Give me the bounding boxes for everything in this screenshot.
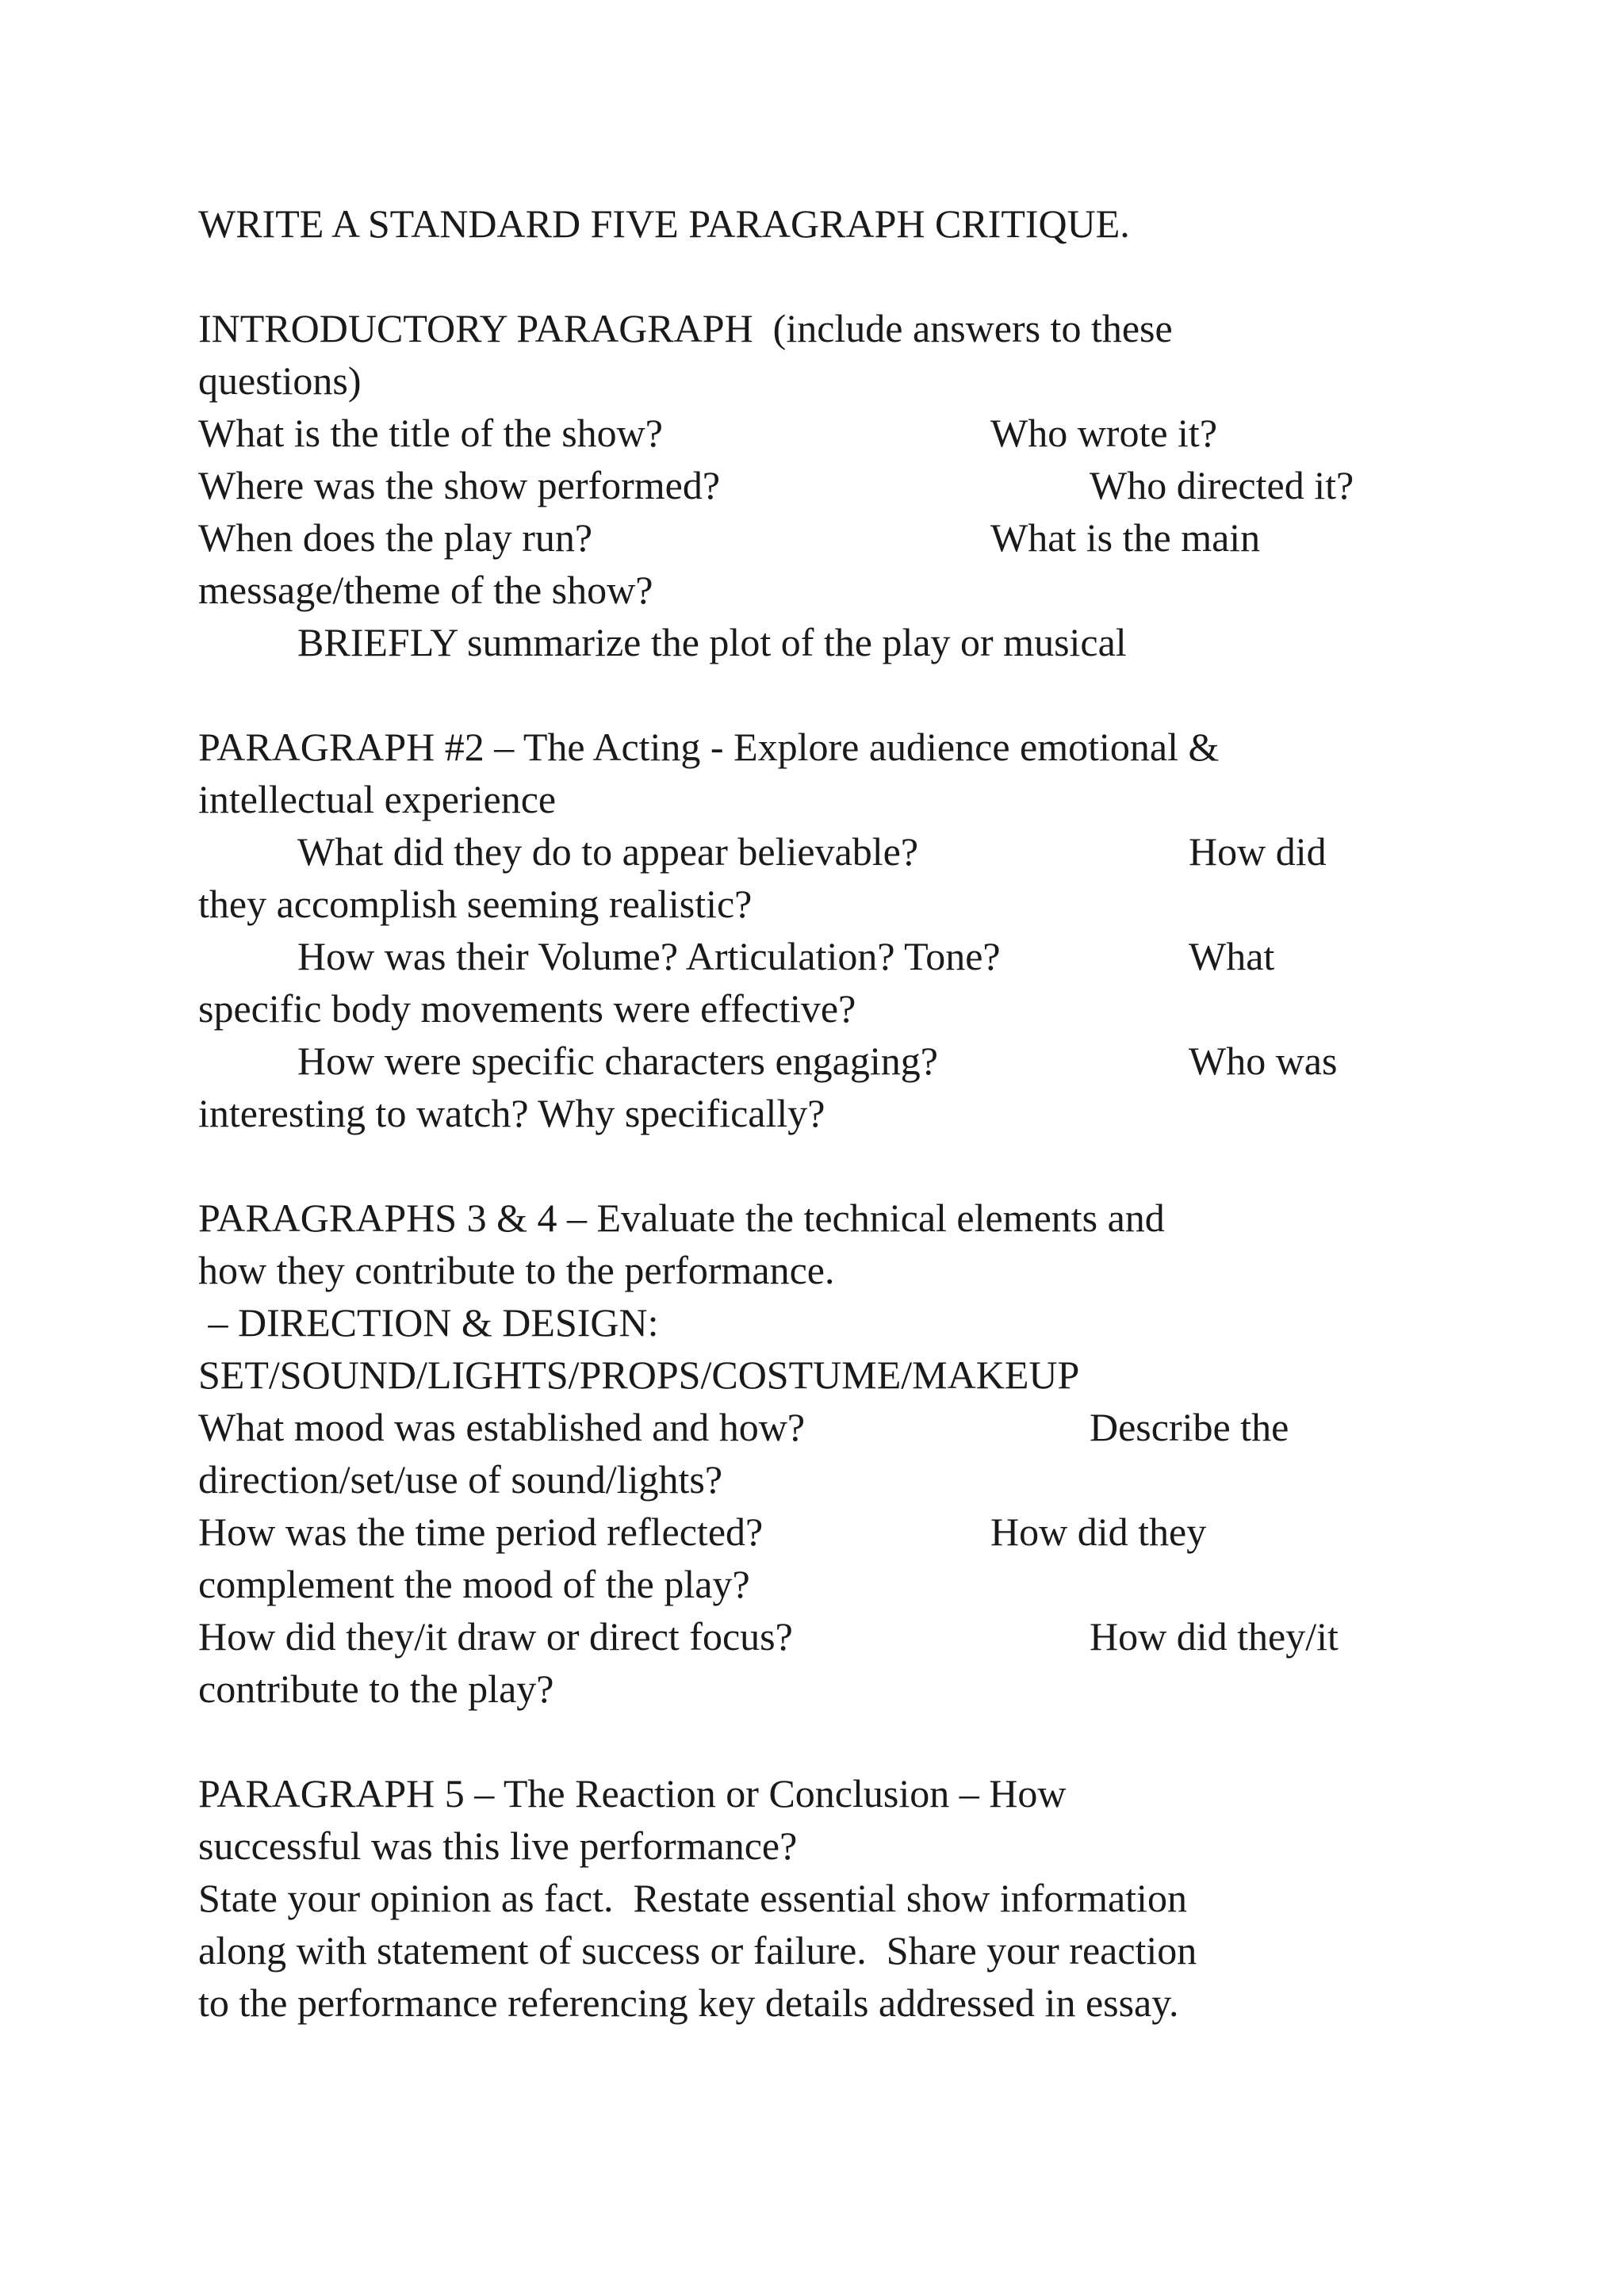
paragraph34-heading-line-4: SET/SOUND/LIGHTS/PROPS/COSTUME/MAKEUP xyxy=(198,1353,1080,1397)
paragraph2-row-5 xyxy=(297,1035,1338,1087)
question-engaging: How were specific characters engaging? xyxy=(297,1039,938,1083)
paragraph2-heading-line-1: PARAGRAPH #2 – The Acting - Explore audience emotional & xyxy=(198,725,1220,769)
paragraph5-body-line-1: State your opinion as fact. Restate essential show information xyxy=(198,1876,1187,1920)
paragraph2-row-1 xyxy=(297,825,1327,878)
paragraph34-row-5 xyxy=(198,1610,1339,1663)
paragraph34-row-6: contribute to the play? xyxy=(198,1667,554,1711)
paragraph34-row-4: complement the mood of the play? xyxy=(198,1562,750,1606)
intro-heading-line-2: questions) xyxy=(198,358,362,403)
paragraph2-row-4: specific body movements were effective? xyxy=(198,986,856,1031)
paragraph5-body-line-3: to the performance referencing key details addressed in essay. xyxy=(198,1980,1179,2025)
intro-question-row-4: message/theme of the show? xyxy=(198,568,653,612)
question-theme: What is the main xyxy=(990,515,1261,560)
intro-question-row-2 xyxy=(198,459,1354,511)
question-where: Where was the show performed? xyxy=(198,463,721,507)
paragraph34-heading-line-2: how they contribute to the performance. xyxy=(198,1248,835,1292)
question-voice: How was their Volume? Articulation? Tone? xyxy=(297,934,1001,978)
question-time-period: How was the time period reflected? xyxy=(198,1510,764,1554)
question-who-directed: Who directed it? xyxy=(1090,463,1354,507)
paragraph34-heading-line-3: – DIRECTION & DESIGN: xyxy=(198,1300,659,1345)
paragraph2-row-2: they accomplish seeming realistic? xyxy=(198,882,753,926)
intro-question-row-3 xyxy=(198,511,1261,564)
paragraph34-row-3 xyxy=(198,1506,1207,1558)
question-focus: How did they/it draw or direct focus? xyxy=(198,1614,793,1659)
paragraph34-row-2: direction/set/use of sound/lights? xyxy=(198,1457,723,1502)
paragraph2-row-6: interesting to watch? Why specifically? xyxy=(198,1091,825,1135)
paragraph34-heading-line-1: PARAGRAPHS 3 & 4 – Evaluate the technical elements and xyxy=(198,1196,1165,1240)
question-contribute: How did they/it xyxy=(1090,1614,1339,1659)
paragraph5-heading-line-1: PARAGRAPH 5 – The Reaction or Conclusion – How xyxy=(198,1771,1067,1816)
intro-summary-line: BRIEFLY summarize the plot of the play or musical xyxy=(297,620,1127,664)
paragraph5-heading-line-2: successful was this live performance? xyxy=(198,1823,798,1868)
question-title: What is the title of the show? xyxy=(198,411,663,455)
question-body-movements: What xyxy=(1189,934,1275,978)
question-believable: What did they do to appear believable? xyxy=(297,829,919,874)
intro-question-row-1 xyxy=(198,407,1218,459)
question-interesting: Who was xyxy=(1189,1039,1338,1083)
question-mood: What mood was established and how? xyxy=(198,1405,806,1449)
paragraph2-row-3 xyxy=(297,930,1275,982)
question-who-wrote: Who wrote it? xyxy=(990,411,1218,455)
question-complement: How did they xyxy=(990,1510,1207,1554)
question-realistic: How did xyxy=(1189,829,1327,874)
paragraph34-row-1 xyxy=(198,1401,1289,1453)
paragraph2-heading-line-2: intellectual experience xyxy=(198,777,557,821)
intro-heading-line-1: INTRODUCTORY PARAGRAPH (include answers to these xyxy=(198,306,1173,350)
document-title: WRITE A STANDARD FIVE PARAGRAPH CRITIQUE. xyxy=(198,201,1130,246)
paragraph5-body-line-2: along with statement of success or failure. Share your reaction xyxy=(198,1928,1197,1973)
question-when: When does the play run? xyxy=(198,515,593,560)
question-direction: Describe the xyxy=(1090,1405,1289,1449)
